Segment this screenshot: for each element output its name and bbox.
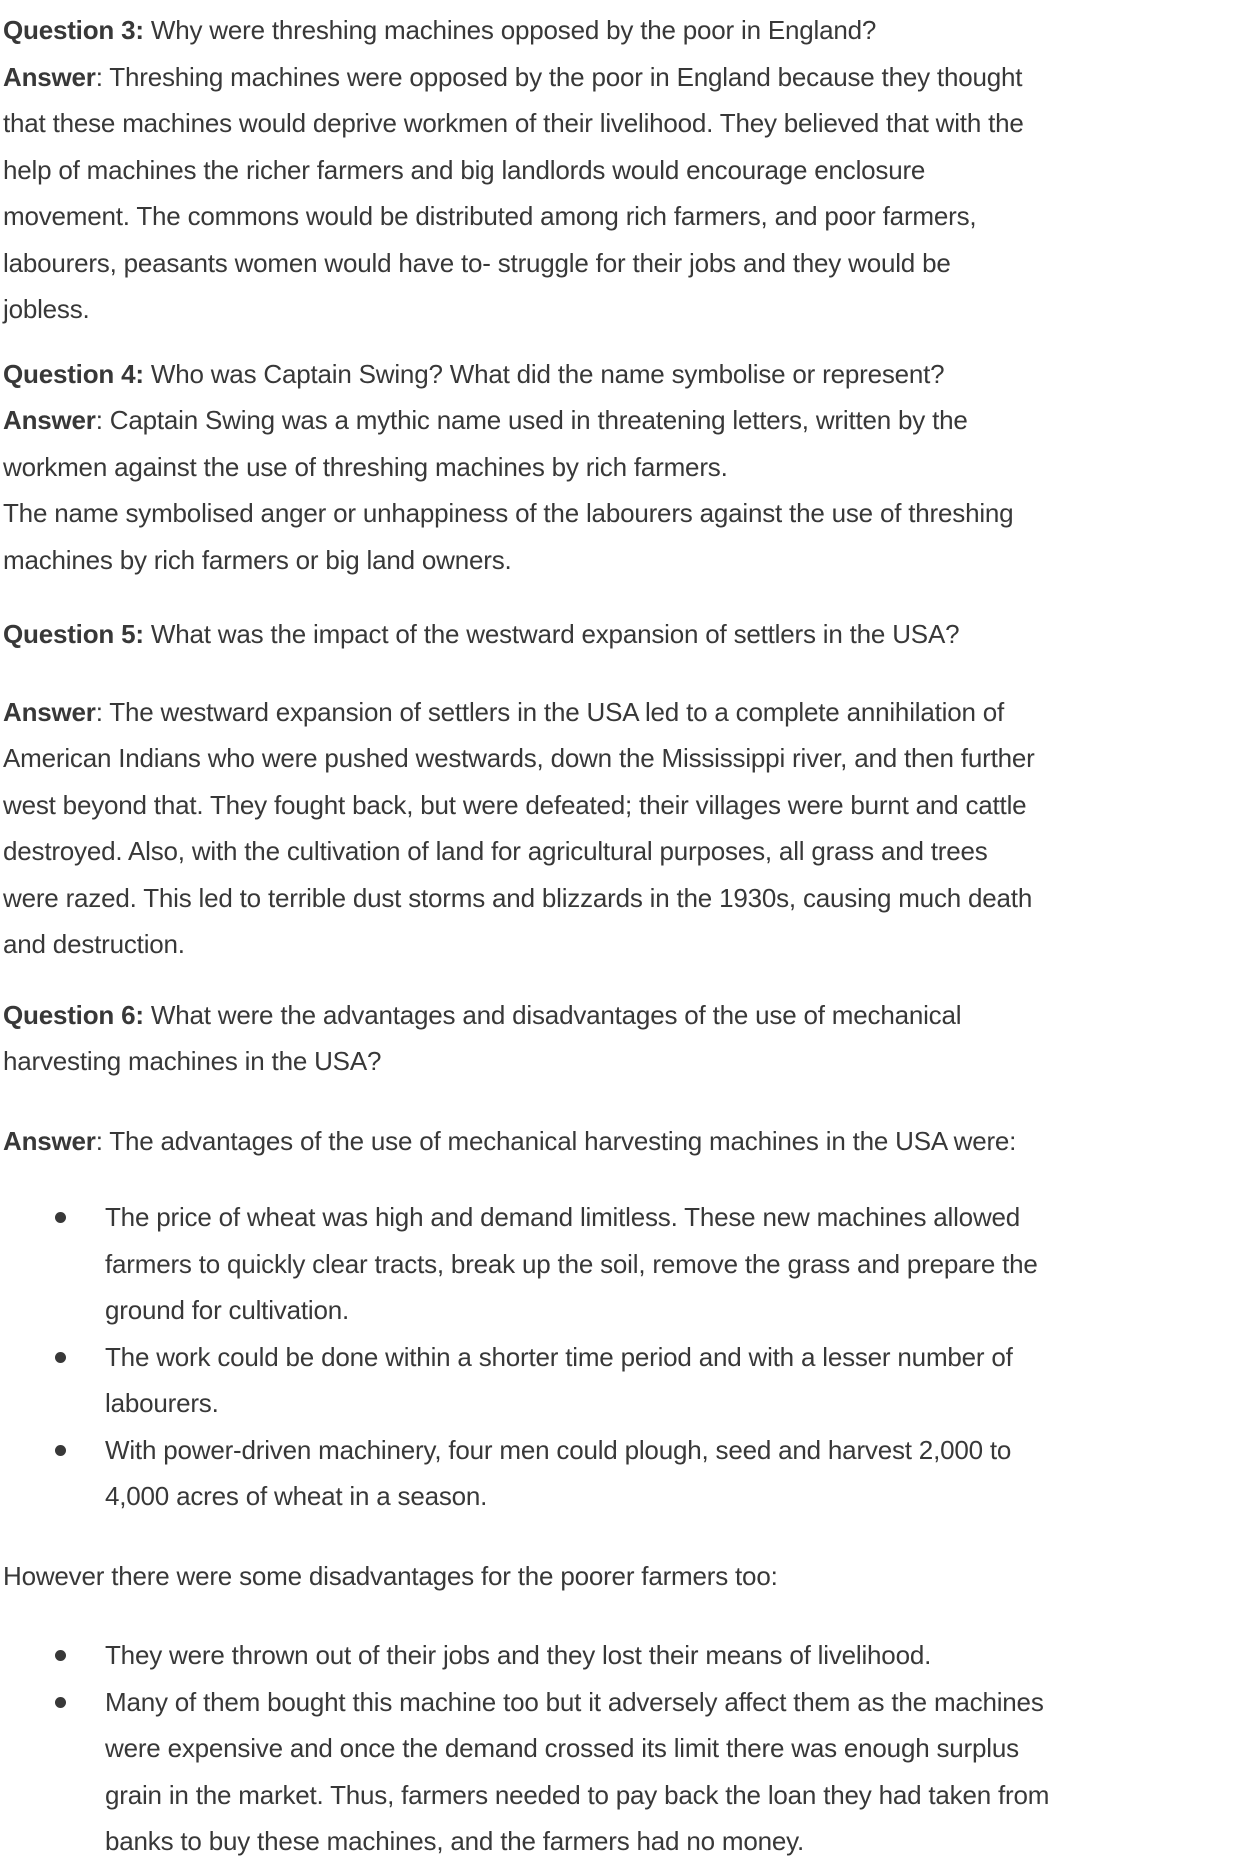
disadvantages-list (3, 1632, 1249, 1865)
text-line (3, 611, 1249, 658)
advantages-list (3, 1194, 1249, 1520)
text-run: Who was Captain Swing? What did the name symbolise or represent? (143, 358, 945, 389)
text-line: However there were some disadvantages for the poorer farmers too: (3, 1560, 778, 1591)
text-line (3, 54, 1249, 101)
answer-label: Answer (3, 61, 96, 92)
list-item-text (105, 1427, 1249, 1520)
text-line: machines by rich farmers or big land owners. (3, 544, 512, 575)
question-label: Question 3: (3, 15, 144, 45)
bullet-icon (55, 1352, 66, 1363)
question-label: Question 6: (3, 999, 144, 1030)
text-line: harvesting machines in the USA? (3, 1046, 382, 1076)
answer-label: Answer (3, 696, 96, 727)
text-line: The work could be done within a shorter time period and with a lesser number of (105, 1341, 1013, 1372)
text-line: movement. The commons would be distributed among rich farmers, and poor farmers, (3, 201, 977, 231)
text-line: The name symbolised anger or unhappiness of the labourers against the use of threshing (3, 498, 1014, 528)
text-line: American Indians who were pushed westwards, down the Mississippi river, and then further (3, 743, 1035, 773)
text-line: west beyond that. They fought back, but were defeated; their villages were burnt and cattle (3, 789, 1027, 820)
text-line: The price of wheat was high and demand limitless. These new machines allowed (105, 1202, 1021, 1232)
question-3-block (3, 7, 1249, 333)
text-run: Why were threshing machines opposed by the poor in England? (143, 15, 877, 45)
list-item (3, 1427, 1249, 1520)
text-line: jobless. (3, 294, 90, 324)
text-line: help of machines the richer farmers and big landlords would encourage enclosure (3, 154, 926, 185)
text-line: banks to buy these machines, and the farmers had no money. (105, 1826, 804, 1856)
text-line: destroyed. Also, with the cultivation of land for agricultural purposes, all grass and trees (3, 836, 988, 866)
answer-5-block (3, 689, 1249, 968)
list-item-text (105, 1632, 1249, 1679)
question-label: Question 5: (3, 619, 144, 649)
answer-label: Answer (3, 405, 96, 435)
text-run: : Threshing machines were opposed by the poor in England because they thought (95, 61, 1023, 92)
list-item (3, 1334, 1249, 1427)
text-line: grain in the market. Thus, farmers needed to pay back the loan they had taken from (105, 1779, 1050, 1810)
bullet-icon (55, 1697, 66, 1708)
answer-6-block (3, 1118, 1249, 1165)
text-line: labourers. (105, 1388, 219, 1418)
text-line: workmen against the use of threshing machines by rich farmers. (3, 451, 728, 482)
text-line: that these machines would deprive workmen of their livelihood. They believed that with the (3, 108, 1024, 138)
text-line: labourers, peasants women would have to- struggle for their jobs and they would be (3, 247, 951, 278)
text-line: Many of them bought this machine too but it adversely affect them as the machines (105, 1686, 1044, 1717)
text-line: With power-driven machinery, four men could plough, seed and harvest 2,000 to (105, 1434, 1012, 1465)
text-line (3, 351, 1249, 398)
text-line: 4,000 acres of wheat in a season. (105, 1481, 488, 1511)
text-line (3, 397, 1249, 444)
bullet-icon (55, 1650, 66, 1661)
text-run: What was the impact of the westward expansion of settlers in the USA? (143, 619, 960, 649)
text-line (3, 992, 1249, 1039)
text-line (3, 1118, 1249, 1165)
bullet-icon (55, 1212, 66, 1223)
text-line (3, 689, 1249, 736)
list-item (3, 1194, 1249, 1334)
text-line: farmers to quickly clear tracts, break up the soil, remove the grass and prepare the (105, 1248, 1038, 1279)
list-item-text (105, 1334, 1249, 1427)
question-6-block (3, 992, 1249, 1085)
text-line: and destruction. (3, 929, 185, 959)
text-line: They were thrown out of their jobs and they lost their means of livelihood. (105, 1640, 932, 1670)
disadvantages-intro-block (3, 1553, 1249, 1600)
list-item (3, 1632, 1249, 1679)
text-line: ground for cultivation. (105, 1295, 349, 1325)
text-run: : Captain Swing was a mythic name used in threatening letters, written by the (95, 405, 968, 435)
list-item (3, 1679, 1249, 1865)
text-run: : The advantages of the use of mechanical harvesting machines in the USA were: (95, 1125, 1017, 1156)
list-item-text (105, 1679, 1249, 1865)
list-item-text (105, 1194, 1249, 1334)
question-5-block (3, 611, 1249, 658)
question-4-block (3, 351, 1249, 584)
answer-label: Answer (3, 1125, 96, 1156)
text-run: : The westward expansion of settlers in the USA led to a complete annihilation of (95, 696, 1005, 727)
text-line: were razed. This led to terrible dust storms and blizzards in the 1930s, causing much death (3, 882, 1033, 913)
bullet-icon (55, 1445, 66, 1456)
text-line (3, 7, 1249, 54)
text-line: were expensive and once the demand crossed its limit there was enough surplus (105, 1733, 1019, 1763)
question-label: Question 4: (3, 358, 144, 389)
text-run: What were the advantages and disadvantages of the use of mechanical (143, 999, 962, 1030)
